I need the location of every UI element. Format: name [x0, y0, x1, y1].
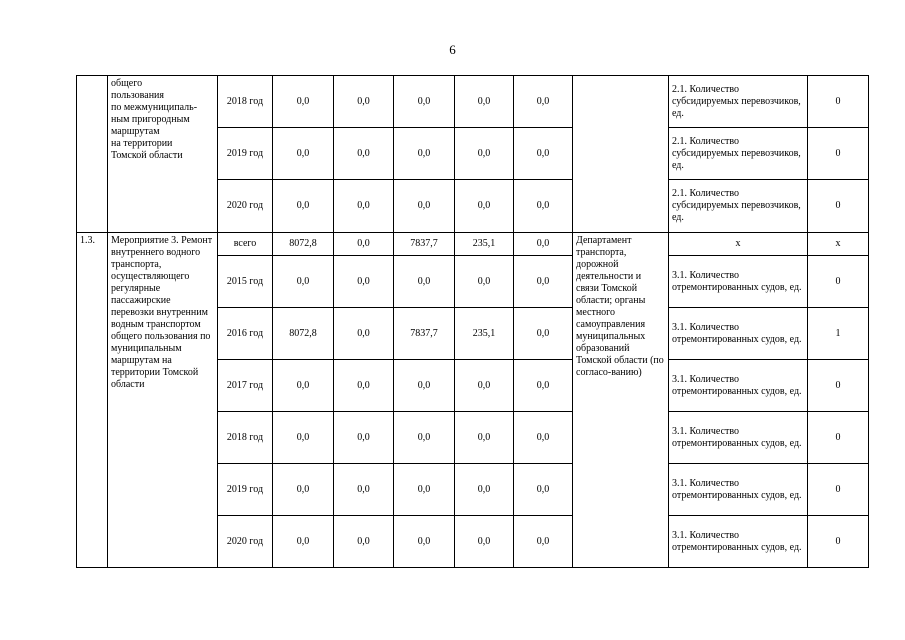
- activity-name-cell: общего пользования по межмуниципаль- ным пригородным маршрутам на территории Томской области: [108, 76, 218, 233]
- activity-name-cell: Мероприятие 3. Ремонт внутреннего водного транспорта, осуществляющего регулярные пассажирские перевозки внутренним водным транспортом общего пользования по муниципальным маршрутам на территории Томской области: [108, 233, 218, 568]
- value-cell: 7837,7: [394, 308, 455, 360]
- value-cell: 0,0: [273, 128, 334, 180]
- value-cell: 0,0: [514, 412, 573, 464]
- value-cell: 0,0: [334, 256, 394, 308]
- executor-cell: Департамент транспорта, дорожной деятельности и связи Томской области; органы местного самоуправления муниципальных образований Томской области (по согласо-ванию): [573, 233, 669, 568]
- value-cell: 0,0: [394, 412, 455, 464]
- target-cell: 0: [808, 256, 869, 308]
- target-cell: 0: [808, 412, 869, 464]
- indicator-cell: 2.1. Количество субсидируемых перевозчиков, ед.: [669, 180, 808, 233]
- value-cell: 7837,7: [394, 233, 455, 256]
- year-cell: 2018 год: [218, 412, 273, 464]
- table-row: [77, 233, 869, 256]
- page-number: 6: [449, 42, 456, 57]
- year-cell: 2019 год: [218, 464, 273, 516]
- value-cell: 8072,8: [273, 233, 334, 256]
- indicator-cell: x: [669, 233, 808, 256]
- indicator-cell: 3.1. Количество отремонтированных судов, ед.: [669, 308, 808, 360]
- indicator-cell: 3.1. Количество отремонтированных судов, ед.: [669, 464, 808, 516]
- year-cell: всего: [218, 233, 273, 256]
- value-cell: 0,0: [334, 516, 394, 568]
- table-row: [77, 76, 869, 128]
- year-cell: 2016 год: [218, 308, 273, 360]
- value-cell: 0,0: [514, 256, 573, 308]
- value-cell: 0,0: [394, 128, 455, 180]
- value-cell: 0,0: [394, 76, 455, 128]
- value-cell: 0,0: [394, 256, 455, 308]
- value-cell: 0,0: [394, 180, 455, 233]
- value-cell: 0,0: [514, 516, 573, 568]
- value-cell: 0,0: [334, 180, 394, 233]
- value-cell: 0,0: [394, 464, 455, 516]
- value-cell: 0,0: [514, 128, 573, 180]
- value-cell: 0,0: [334, 308, 394, 360]
- value-cell: 0,0: [455, 516, 514, 568]
- target-cell: 0: [808, 464, 869, 516]
- target-cell: x: [808, 233, 869, 256]
- value-cell: 0,0: [455, 360, 514, 412]
- value-cell: 0,0: [394, 516, 455, 568]
- target-cell: 0: [808, 128, 869, 180]
- value-cell: 0,0: [455, 464, 514, 516]
- value-cell: 0,0: [273, 360, 334, 412]
- value-cell: 0,0: [273, 76, 334, 128]
- value-cell: 0,0: [514, 464, 573, 516]
- year-cell: 2015 год: [218, 256, 273, 308]
- value-cell: 0,0: [273, 256, 334, 308]
- indicator-cell: 3.1. Количество отремонтированных судов, ед.: [669, 360, 808, 412]
- target-cell: 0: [808, 180, 869, 233]
- value-cell: 235,1: [455, 233, 514, 256]
- value-cell: 0,0: [455, 76, 514, 128]
- target-cell: 0: [808, 76, 869, 128]
- value-cell: 0,0: [514, 308, 573, 360]
- target-cell: 0: [808, 516, 869, 568]
- value-cell: 0,0: [514, 233, 573, 256]
- indicator-cell: 3.1. Количество отремонтированных судов, ед.: [669, 412, 808, 464]
- value-cell: 0,0: [334, 360, 394, 412]
- year-cell: 2020 год: [218, 516, 273, 568]
- value-cell: 0,0: [273, 516, 334, 568]
- value-cell: 235,1: [455, 308, 514, 360]
- value-cell: 0,0: [334, 464, 394, 516]
- indicator-cell: 3.1. Количество отремонтированных судов, ед.: [669, 256, 808, 308]
- executor-cell: [573, 76, 669, 233]
- value-cell: 0,0: [455, 180, 514, 233]
- year-cell: 2018 год: [218, 76, 273, 128]
- value-cell: 0,0: [455, 128, 514, 180]
- indicator-cell: 2.1. Количество субсидируемых перевозчиков, ед.: [669, 76, 808, 128]
- item-number-cell: [77, 76, 108, 233]
- item-number-cell: 1.3.: [77, 233, 108, 568]
- target-cell: 1: [808, 308, 869, 360]
- value-cell: 0,0: [273, 180, 334, 233]
- value-cell: 0,0: [334, 128, 394, 180]
- year-cell: 2017 год: [218, 360, 273, 412]
- value-cell: 0,0: [455, 256, 514, 308]
- value-cell: 0,0: [273, 412, 334, 464]
- program-table: [76, 75, 869, 568]
- value-cell: 8072,8: [273, 308, 334, 360]
- year-cell: 2019 год: [218, 128, 273, 180]
- value-cell: 0,0: [273, 464, 334, 516]
- year-cell: 2020 год: [218, 180, 273, 233]
- value-cell: 0,0: [455, 412, 514, 464]
- value-cell: 0,0: [394, 360, 455, 412]
- value-cell: 0,0: [514, 180, 573, 233]
- indicator-cell: 2.1. Количество субсидируемых перевозчиков, ед.: [669, 128, 808, 180]
- value-cell: 0,0: [514, 76, 573, 128]
- value-cell: 0,0: [334, 76, 394, 128]
- target-cell: 0: [808, 360, 869, 412]
- value-cell: 0,0: [334, 233, 394, 256]
- value-cell: 0,0: [334, 412, 394, 464]
- value-cell: 0,0: [514, 360, 573, 412]
- indicator-cell: 3.1. Количество отремонтированных судов, ед.: [669, 516, 808, 568]
